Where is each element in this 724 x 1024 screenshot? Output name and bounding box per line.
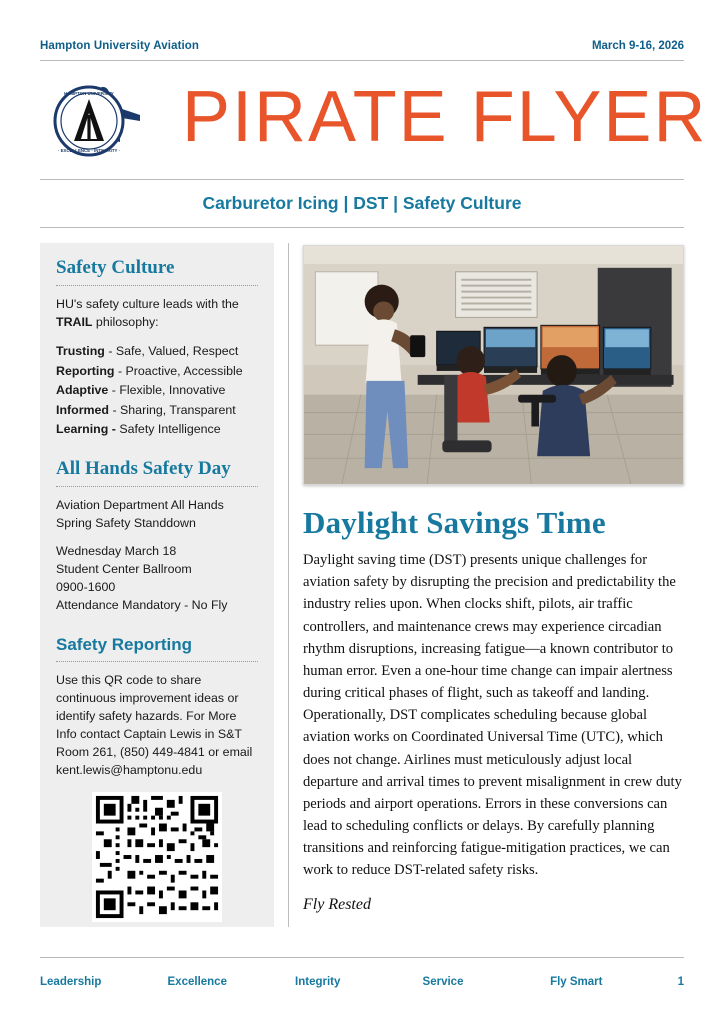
spacer bbox=[56, 625, 258, 635]
masthead-title-row bbox=[0, 61, 724, 165]
trail-item bbox=[56, 420, 258, 440]
safety-culture-intro bbox=[56, 296, 258, 332]
trail-desc: - Sharing, Transparent bbox=[109, 402, 236, 417]
article-body: Daylight saving time (DST) presents unique challenges for aviation safety by disrupting the precision and predictability the industry relies upon. When clocks shift, pilots, air traffic controllers, and maintenance crews may experience circadian rhythm disruptions, increasing fatigue—a known contributor to human error. Even a one-hour time change can impair alertness during critical phases of flight, such as takeoff and landing. Operationally, DST complicates scheduling because global aviation works on Coordinated Universal Time (UTC), which does not change. Airlines must meticulously adjust local departure and arrival times to prevent misalignment in crew duty periods and airport operations. Errors in these conversions can lead to scheduling conflicts or delays. By carefully planning transitions and reinforcing fatigue-mitigation practices, we can work to reduce DST-related safety risks. bbox=[303, 552, 682, 879]
footer bbox=[40, 976, 684, 988]
safety-reporting-heading: Safety Reporting bbox=[56, 634, 193, 654]
footer-value-excellence: Excellence bbox=[167, 976, 227, 988]
all-hands-line4: Student Center Ballroom bbox=[56, 561, 192, 576]
all-hands-line5: 0900-1600 bbox=[56, 579, 116, 594]
article-signoff: Fly Rested bbox=[303, 895, 371, 913]
trail-list bbox=[56, 342, 258, 440]
publication-date: March 9-16, 2026 bbox=[591, 40, 684, 52]
footer-value-service: Service bbox=[422, 976, 464, 988]
trail-keyword: TRAIL bbox=[56, 314, 93, 329]
svg-text:· EXCELLENCE · INTEGRITY ·: · EXCELLENCE · INTEGRITY · bbox=[57, 148, 121, 153]
main-content bbox=[303, 243, 684, 927]
safety-culture-rule bbox=[56, 285, 258, 286]
trail-term: Learning - bbox=[56, 422, 116, 437]
svg-text:HAMPTON UNIVERSITY: HAMPTON UNIVERSITY bbox=[64, 91, 114, 96]
trail-desc: - Safe, Valued, Respect bbox=[104, 343, 239, 358]
safety-culture-heading: Safety Culture bbox=[56, 257, 175, 278]
trail-term: Adaptive bbox=[56, 383, 109, 398]
all-hands-line6: Attendance Mandatory - No Fly bbox=[56, 597, 228, 612]
publication-name: Hampton University Aviation bbox=[40, 40, 200, 52]
all-hands-event bbox=[56, 497, 258, 533]
all-hands-rule bbox=[56, 486, 258, 487]
issue-topics: Carburetor Icing | DST | Safety Culture bbox=[202, 193, 522, 213]
qr-code-container bbox=[56, 792, 258, 922]
safety-reporting-qr-code-icon[interactable] bbox=[92, 792, 222, 922]
page-number: 1 bbox=[677, 976, 684, 988]
footer-divider bbox=[40, 957, 684, 958]
flight-simulator-lab-photo bbox=[303, 245, 684, 485]
hampton-university-aviation-logo-icon bbox=[40, 69, 168, 165]
footer-value-fly-smart: Fly Smart bbox=[550, 976, 603, 988]
footer-value-integrity: Integrity bbox=[295, 976, 341, 988]
all-hands-line1: Aviation Department All Hands bbox=[56, 497, 224, 512]
trail-item bbox=[56, 381, 258, 401]
trail-item bbox=[56, 362, 258, 382]
all-hands-heading: All Hands Safety Day bbox=[56, 457, 231, 479]
trail-desc: Safety Intelligence bbox=[115, 422, 221, 437]
safety-reporting-body: Use this QR code to share continuous improvement ideas or identify safety hazards. For More Info contact Captain Lewis in S&T Room 261, (850) 449-4841 or email kent.lewis@hamptonu.edu bbox=[56, 672, 253, 777]
safety-culture-intro-line1: HU's safety culture leads with the bbox=[56, 297, 239, 311]
sidebar bbox=[40, 243, 274, 927]
trail-term: Reporting bbox=[56, 363, 115, 378]
masthead-top bbox=[0, 0, 724, 52]
trail-desc: - Proactive, Accessible bbox=[114, 363, 243, 378]
all-hands-details bbox=[56, 543, 258, 615]
trail-term: Trusting bbox=[56, 343, 105, 358]
footer-value-leadership: Leadership bbox=[40, 976, 102, 988]
subtitle-divider bbox=[40, 227, 684, 228]
all-hands-line3: Wednesday March 18 bbox=[56, 543, 177, 558]
masthead-title: PIRATE FLYER bbox=[182, 77, 708, 157]
safety-reporting-rule bbox=[56, 661, 258, 662]
content-columns bbox=[40, 243, 684, 927]
column-divider bbox=[288, 243, 289, 927]
trail-item bbox=[56, 342, 258, 362]
trail-item bbox=[56, 401, 258, 421]
safety-culture-intro-line2: philosophy: bbox=[92, 314, 159, 329]
article-title: Daylight Savings Time bbox=[303, 505, 606, 540]
spacer bbox=[56, 444, 258, 458]
all-hands-line2: Spring Safety Standdown bbox=[56, 515, 196, 530]
trail-term: Informed bbox=[56, 402, 110, 417]
trail-desc: - Flexible, Innovative bbox=[108, 383, 226, 398]
